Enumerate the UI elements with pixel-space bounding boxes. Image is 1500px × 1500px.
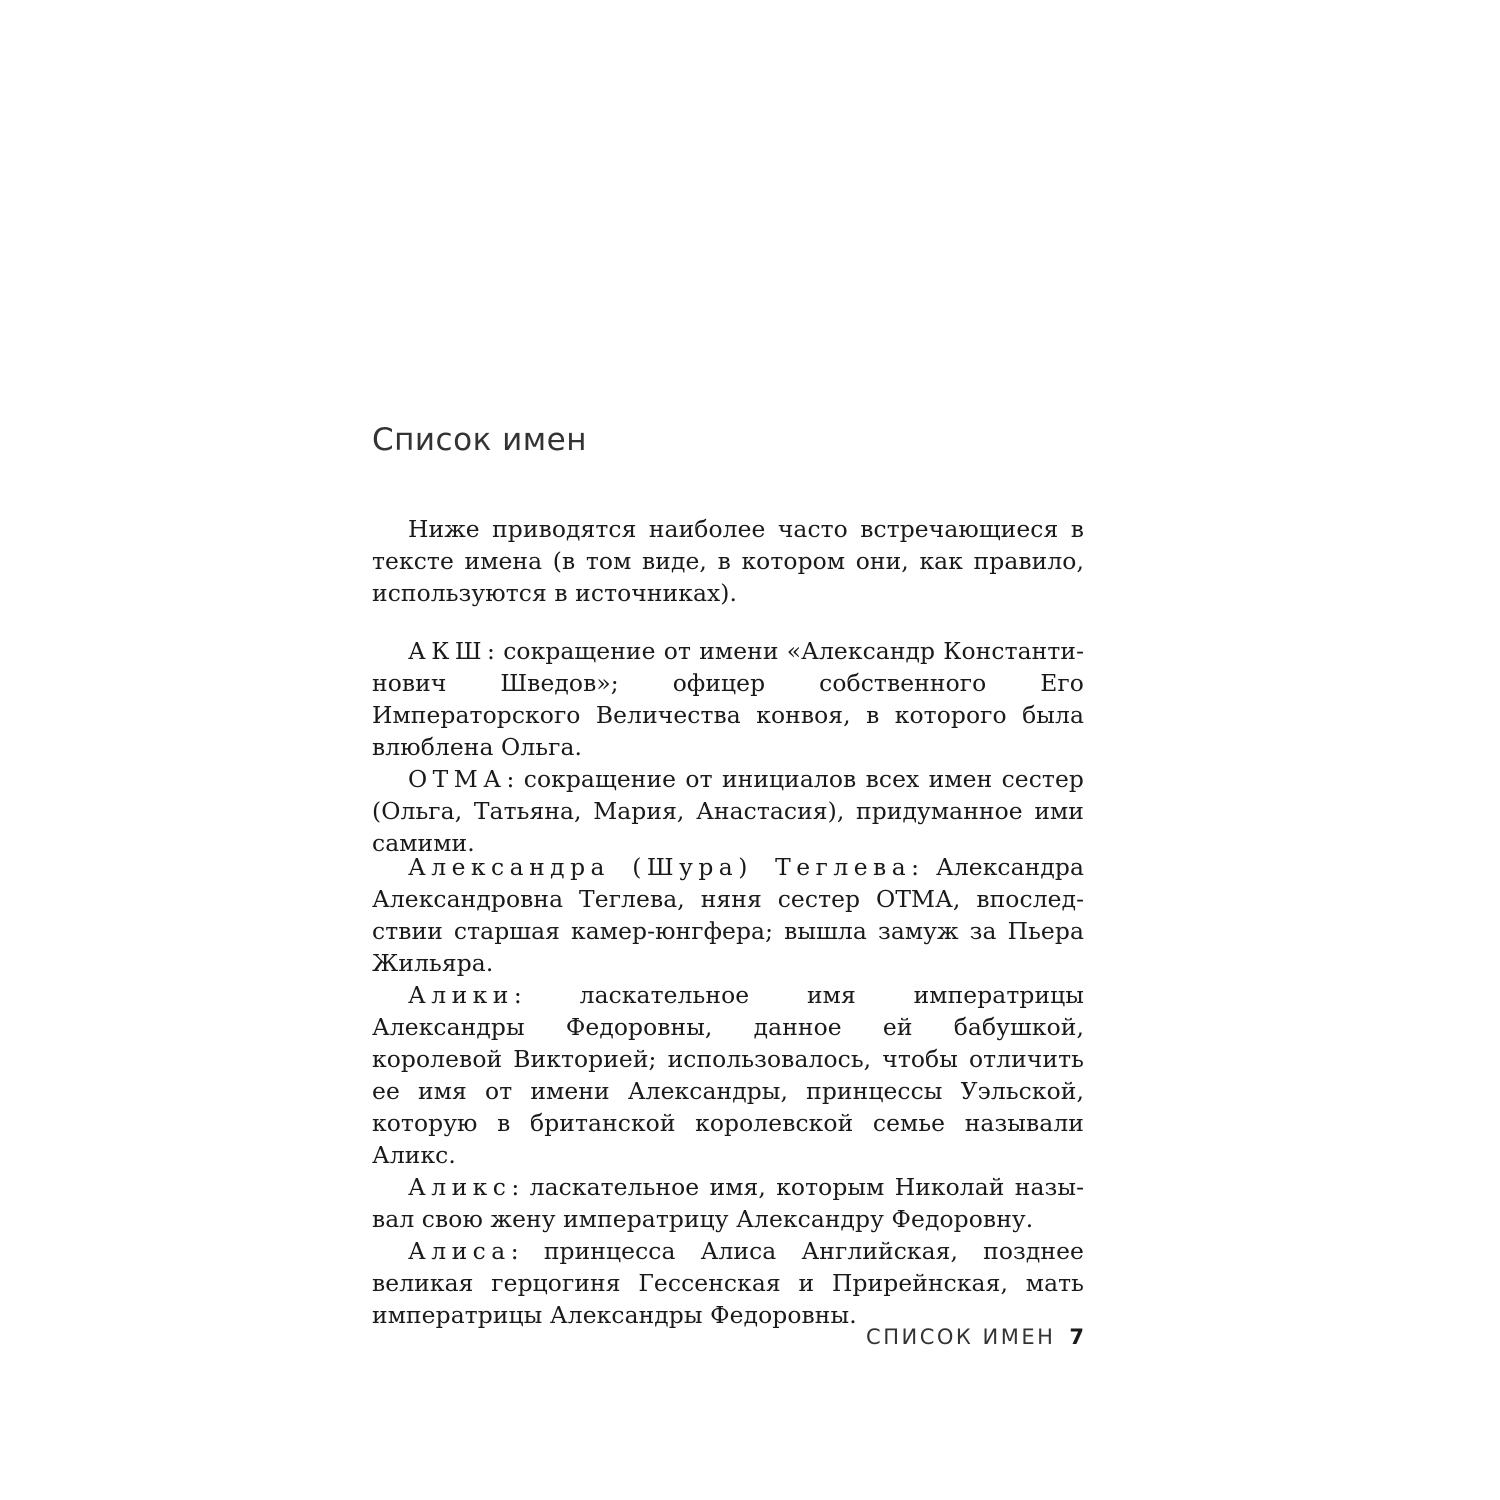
entry-term: Алиса [408,1237,511,1265]
entry-term: ОТМА [408,765,507,793]
entry-definition: : Александра Александровна Теглева, няня сестер ОТМА, впоследствии старшая камер-юнгфера; вышла замуж за Пьера Жильяра. [372,853,1084,977]
list-item [372,979,1084,1171]
intro-block [372,513,1084,609]
page-title: Список имен [372,422,588,458]
running-footer [866,1322,1084,1352]
entries-group-names [372,851,1084,1331]
page-number: 7 [1069,1325,1084,1349]
list-item [372,763,1084,859]
list-item [372,851,1084,979]
entries-group-abbreviations [372,635,1084,859]
intro-paragraph: Ниже приводятся наиболее часто встречающиеся в тексте имена (в том виде, в котором они, как правило, используются в источниках). [372,515,1084,607]
entry-definition: : ласкательное имя императрицы Александры Федоровны, данное ей бабушкой, королевой Викторией; использовалось, чтобы отличить ее имя от имени Александры, принцессы Уэльской, которую в британской королевской семье называли Аликс. [372,981,1084,1169]
entry-definition: : ласкательное имя, которым Николай называл свою жену императрицу Александру Федоровну. [372,1173,1084,1233]
entry-term: АКШ [408,637,488,665]
list-item [372,1171,1084,1235]
entry-definition: : сокращение от инициалов всех имен сестер (Ольга, Татьяна, Мария, Анастасия), придуманное ими самими. [372,765,1084,857]
entry-term: Аликс [408,1173,512,1201]
entry-definition: : принцесса Алиса Английская, позднее великая герцогиня Гессенская и Прирейнская, мать императрицы Александры Федоровны. [372,1237,1084,1329]
running-title: СПИСОК ИМЕН [866,1325,1056,1349]
entry-term: Алики [408,981,514,1009]
entry-definition: : сокращение от имени «Александр Константинович Шведов»; офицер собственного Его Императорского Величества конвоя, в которого была влюблена Ольга. [372,637,1084,761]
list-item [372,635,1084,763]
entry-term: Александра (Шура) Теглева [408,853,912,881]
list-item [372,1235,1084,1331]
